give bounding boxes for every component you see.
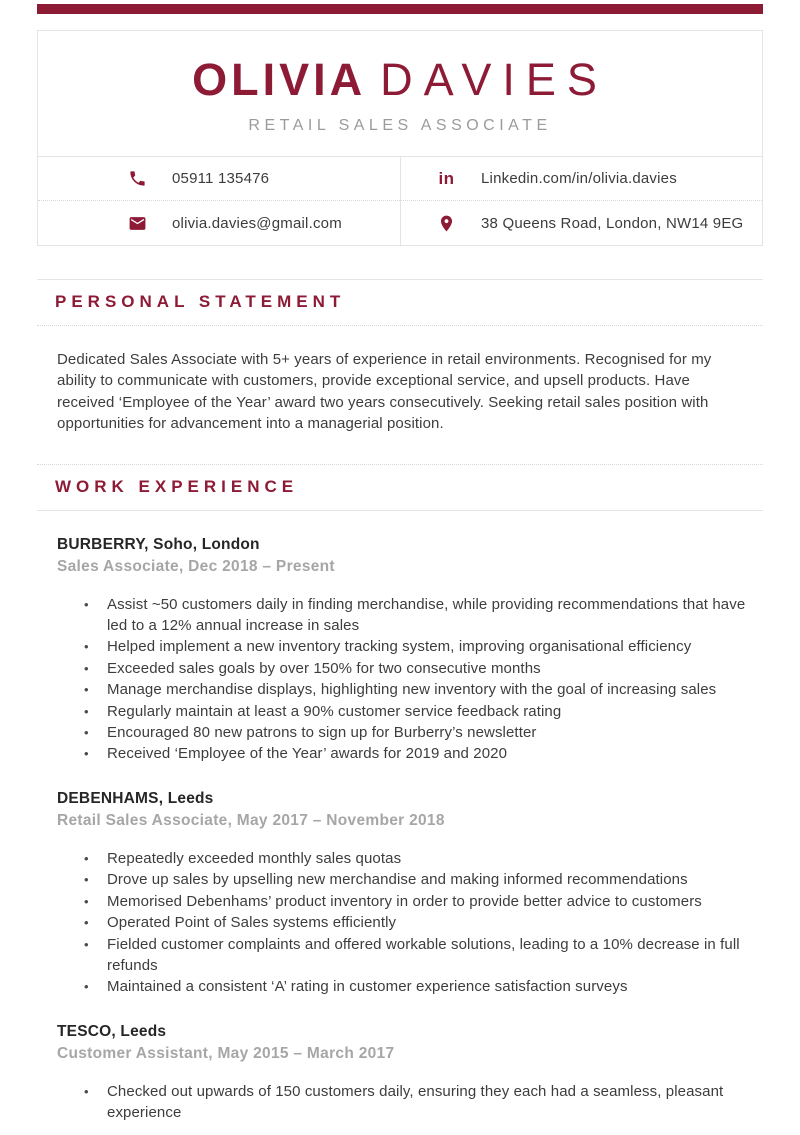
job-role: Customer Assistant, May 2015 – March 2017 [57,1044,395,1062]
job-entry [37,788,763,998]
jobs-list [37,534,763,1124]
phone-icon [128,169,147,188]
bullet-item: • Received ‘Employee of the Year’ awards for 2019 and 2020 [57,743,753,764]
job-entry [37,534,763,765]
personal-statement-heading [37,279,763,326]
identity-block [38,31,762,156]
candidate-name [38,56,762,104]
email-address: olivia.davies@gmail.com [172,214,342,232]
contact-phone [38,157,400,201]
bullet-item: • Repeatedly exceeded monthly sales quotas [57,848,753,869]
linkedin-icon: in [438,168,455,188]
job-company: TESCO, Leeds [57,1022,167,1040]
bullet-item: • Assist ~50 customers daily in finding merchandise, while providing recommendations that have led to a 12% annual increase in sales [57,594,753,637]
job-role: Retail Sales Associate, May 2017 – November 2018 [57,811,445,829]
contact-email [38,201,400,245]
bullet-item: • Fielded customer complaints and offered workable solutions, leading to a 10% decrease in full refunds [57,934,753,977]
linkedin-url: Linkedin.com/in/olivia.davies [481,170,677,187]
bullet-item: • Regularly maintain at least a 90% customer service feedback rating [57,701,753,722]
bullet-item: • Exceeded sales goals by over 150% for two consecutive months [57,658,753,679]
work-experience-heading [37,464,763,511]
phone-number: 05911 135476 [172,170,270,187]
bullet-item: • Memorised Debenhams’ product inventory in order to provide better advice to customers [57,891,753,912]
section-title: PERSONAL STATEMENT [55,292,346,311]
cv-page [0,30,800,1124]
job-bullets [57,594,753,765]
header-card [37,30,763,246]
location-pin-icon [437,214,456,233]
job-entry [37,1021,763,1124]
envelope-icon [128,214,147,233]
first-name: OLIVIA [192,54,367,105]
bullet-item: • Operated Point of Sales systems efficiently [57,912,753,933]
job-company: DEBENHAMS, Leeds [57,789,214,807]
personal-statement-text: Dedicated Sales Associate with 5+ years of experience in retail environments. Recognised for my ability to communicate with customers, provide exceptional service, and upsell products. Have received ‘Employee of the Year’ award two years consecutively. Seeking retail sales position with opportunities for advancement into a managerial position. [57,351,712,433]
bullet-item: • Helped implement a new inventory tracking system, improving organisational efficiency [57,636,753,657]
job-company: BURBERRY, Soho, London [57,535,260,553]
contact-address [400,201,762,245]
accent-top-bar [37,4,763,14]
job-bullets [57,848,753,998]
bullet-item: • Checked out upwards of 150 customers daily, ensuring they each had a seamless, pleasant experience [57,1081,753,1124]
postal-address: 38 Queens Road, London, NW14 9EG [481,214,744,232]
contact-grid [38,156,762,245]
bullet-item: • Manage merchandise displays, highlighting new inventory with the goal of increasing sales [57,679,753,700]
job-role: Sales Associate, Dec 2018 – Present [57,557,335,575]
bullet-item: • Drove up sales by upselling new merchandise and making informed recommendations [57,869,753,890]
bullet-item: • Encouraged 80 new patrons to sign up for Burberry’s newsletter [57,722,753,743]
job-bullets [57,1081,753,1124]
contact-linkedin [400,157,762,201]
last-name: DAVIES [380,54,608,105]
bullet-item: • Maintained a consistent ‘A’ rating in customer experience satisfaction surveys [57,976,753,997]
section-title: WORK EXPERIENCE [55,476,299,496]
job-title-subtitle: RETAIL SALES ASSOCIATE [248,117,552,134]
